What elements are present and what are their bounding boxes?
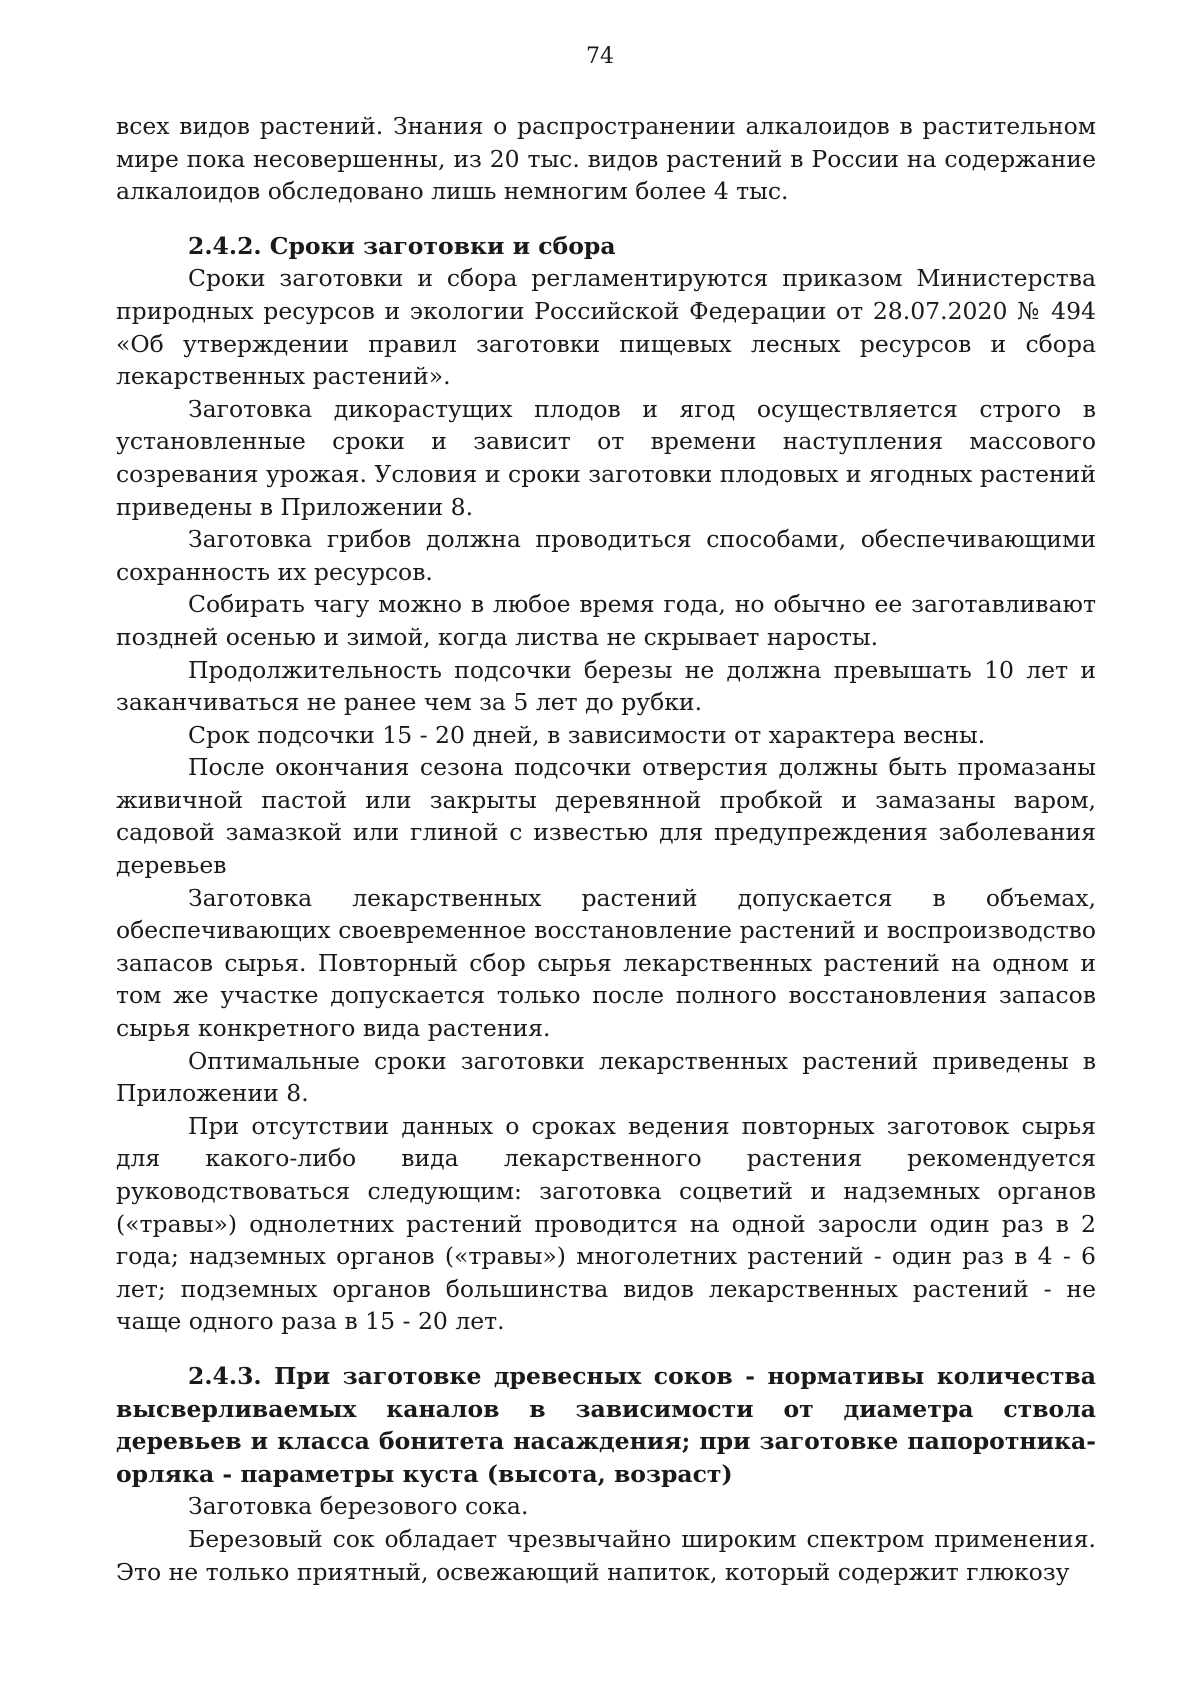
paragraph: Заготовка грибов должна проводиться способами, обеспечивающими сохранность их ресурсов. [116,525,1096,586]
paragraph: После окончания сезона подсочки отверстия должны быть промазаны живичной пастой или закрыты деревянной пробкой и замазаны варом, садовой замазкой или глиной с известью для предупреждения заболевания деревьев [116,753,1096,880]
paragraph: Собирать чагу можно в любое время года, но обычно ее заготавливают поздней осенью и зимой, когда листва не скрывает наросты. [116,590,1096,651]
paragraph: Срок подсочки 15 - 20 дней, в зависимости от характера весны. [188,720,986,749]
intro-paragraph: всех видов растений. Знания о распространении алкалоидов в растительном мире пока несовершенны, из 20 тыс. видов растений в России на содержание алкалоидов обследовано лишь немногим более 4 тыс. [116,112,1096,206]
document-body [116,110,1096,1588]
section-heading-2-4-3: 2.4.3. При заготовке древесных соков - нормативы количества высверливаемых каналов в зависимости от диаметра ствола деревьев и класса бонитета насаждения; при заготовке папоротника-орляка - параметры куста (высота, возраст) [116,1361,1096,1488]
paragraph: Заготовка дикорастущих плодов и ягод осуществляется строго в установленные сроки и зависит от времени наступления массового созревания урожая. Условия и сроки заготовки плодовых и ягодных растений приведены в Приложении 8. [116,394,1096,521]
paragraph: Березовый сок обладает чрезвычайно широким спектром применения. Это не только приятный, освежающий напиток, который содержит глюкозу [116,1524,1096,1586]
paragraph: Сроки заготовки и сбора регламентируются приказом Министерства природных ресурсов и экологии Российской Федерации от 28.07.2020 № 494 «Об утверждении правил заготовки пищевых лесных ресурсов и сбора лекарственных растений». [116,264,1096,391]
page-number: 74 [586,44,614,69]
paragraph: Продолжительность подсочки березы не должна превышать 10 лет и заканчиваться не ранее чем за 5 лет до рубки. [116,655,1096,717]
paragraph: Оптимальные сроки заготовки лекарственных растений приведены в Приложении 8. [116,1046,1096,1108]
paragraph: Заготовка лекарственных растений допускается в объемах, обеспечивающих своевременное восстановление растений и воспроизводство запасов сырья. Повторный сбор сырья лекарственных растений на одном и том же участке допускается только после полного восстановления запасов сырья конкретного вида растения. [116,883,1096,1043]
paragraph: При отсутствии данных о сроках ведения повторных заготовок сырья для какого-либо вида лекарственного растения рекомендуется руководствоваться следующим: заготовка соцветий и надземных органов («травы») однолетних растений проводится на одной заросли один раз в 2 года; надземных органов («травы») многолетних растений - один раз в 4 - 6 лет; подземных органов большинства видов лекарственных растений - не чаще одного раза в 15 - 20 лет. [116,1111,1096,1336]
section-heading-2-4-2: 2.4.2. Сроки заготовки и сбора [188,231,616,260]
paragraph: Заготовка березового сока. [188,1492,529,1521]
